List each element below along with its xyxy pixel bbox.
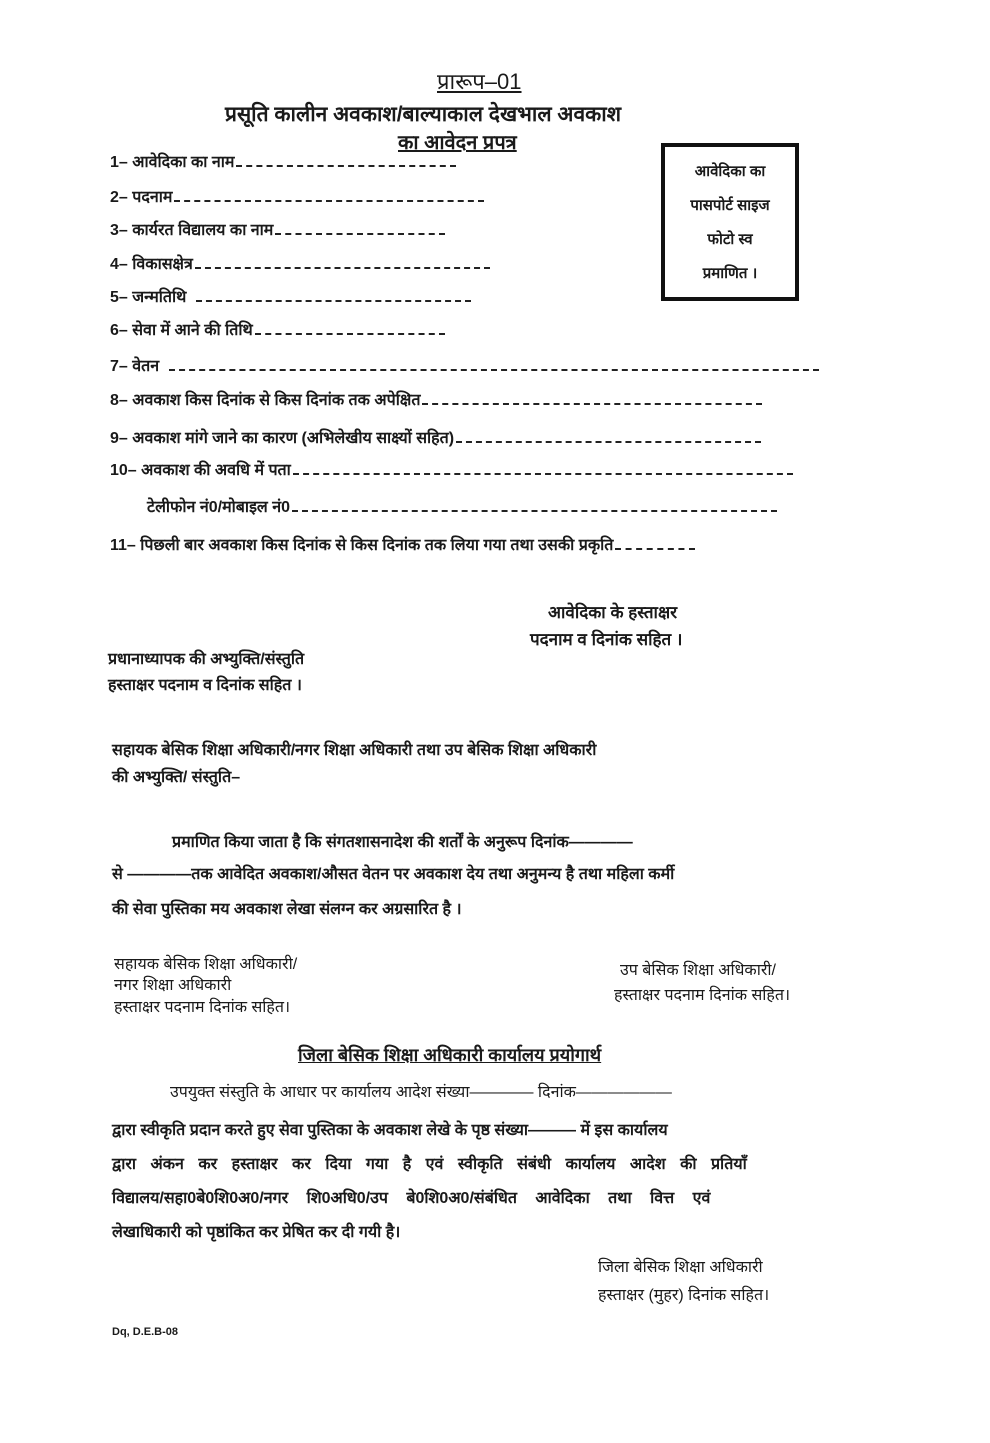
field-phone <box>147 495 777 517</box>
field-leave-period <box>110 388 762 410</box>
field-birth-date <box>110 285 471 307</box>
left-officer-line: हस्ताक्षर पदनाम दिनांक सहित। <box>114 999 291 1016</box>
certification-line: से ————तक आवेदित अवकाश/औसत वेतन पर अवकाश देय तथा अनुमन्य है तथा महिला कर्मी <box>112 866 675 883</box>
applicant-signature-label: आवेदिका के हस्ताक्षर <box>548 603 678 622</box>
form-title: प्रसूति कालीन अवकाश/बाल्याकाल देखभाल अवकाश <box>225 103 621 126</box>
field-label: 8– अवकाश किस दिनांक से किस दिनांक तक अपेक्षित <box>110 392 421 409</box>
field-label: 9– अवकाश मांगे जाने का कारण (अभिलेखीय साक्ष्यों सहित) <box>110 430 455 447</box>
fill-line[interactable] <box>275 233 445 235</box>
assistant-remark-label: सहायक बेसिक शिक्षा अधिकारी/नगर शिक्षा अधिकारी तथा उप बेसिक शिक्षा अधिकारी <box>112 742 597 759</box>
field-leave-reason <box>110 426 761 448</box>
fill-line[interactable] <box>196 300 471 302</box>
field-service-join-date <box>110 318 445 340</box>
certification-line: की सेवा पुस्तिका मय अवकाश लेखा संलग्न कर अग्रसारित है । <box>112 901 462 918</box>
fill-line[interactable] <box>615 548 695 550</box>
office-line: विद्यालय/सहा0बे0शि0अ0/नगर शि0अधि0/उप बे0शि0अ0/संबंधित आवेदिका तथा वित्त एवं <box>112 1190 711 1207</box>
field-label: 6– सेवा में आने की तिथि <box>110 322 253 339</box>
fill-line[interactable] <box>174 200 484 202</box>
office-line: द्वारा स्वीकृति प्रदान करते हुए सेवा पुस्तिका के अवकाश लेखे के पृष्ठ संख्या——— में इस कार्यालय <box>112 1122 668 1139</box>
field-development-block <box>110 252 490 274</box>
photo-box-line: प्रमाणित । <box>702 265 758 282</box>
field-label: 2– पदनाम <box>110 189 173 206</box>
field-previous-leave <box>110 533 695 555</box>
field-designation <box>110 185 484 207</box>
field-label: 4– विकासक्षेत्र <box>110 256 193 273</box>
applicant-signature-note: पदनाम व दिनांक सहित । <box>530 630 683 649</box>
fill-line[interactable] <box>255 333 445 335</box>
field-label: 10– अवकाश की अवधि में पता <box>110 462 291 479</box>
right-officer-line: उप बेसिक शिक्षा अधिकारी/ <box>620 962 776 979</box>
photo-box-line: फोटो स्व <box>707 231 753 248</box>
district-officer-title: जिला बेसिक शिक्षा अधिकारी <box>598 1259 763 1276</box>
fill-line[interactable] <box>195 267 490 269</box>
photo-box-line: आवेदिका का <box>694 163 766 180</box>
assistant-remark-note: की अभ्युक्ति/ संस्तुति– <box>112 769 241 786</box>
office-line: द्वारा अंकन कर हस्ताक्षर कर दिया गया है एवं स्वीकृति संबंधी कार्यालय आदेश की प्रतियॉं <box>112 1156 747 1173</box>
field-salary <box>110 354 819 376</box>
field-label: टेलीफोन नं0/मोबाइल नं0 <box>147 499 291 516</box>
field-label: 5– जन्मतिथि <box>110 289 187 306</box>
office-line: उपयुक्त संस्तुति के आधार पर कार्यालय आदेश संख्या———— दिनांक—————— <box>170 1084 672 1101</box>
office-line: लेखाधिकारी को पृष्ठांकित कर प्रेषित कर दी गयी है। <box>112 1224 401 1241</box>
fill-line[interactable] <box>293 473 793 475</box>
left-officer-line: नगर शिक्षा अधिकारी <box>114 977 232 994</box>
office-use-heading: जिला बेसिक शिक्षा अधिकारी कार्यालय प्रयोगार्थ <box>298 1045 602 1065</box>
field-label: 3– कार्यरत विद्यालय का नाम <box>110 222 274 239</box>
fill-line[interactable] <box>422 403 762 405</box>
fill-line[interactable] <box>292 510 777 512</box>
field-label: 1– आवेदिका का नाम <box>110 154 235 171</box>
fill-line[interactable] <box>236 165 456 167</box>
photo-box-line: पासपोर्ट साइज <box>690 197 770 214</box>
certification-line: प्रमाणित किया जाता है कि संगतशासनादेश की शर्तों के अनुरूप दिनांक———— <box>172 834 633 851</box>
office-paragraph <box>112 1114 854 1250</box>
form-number: प्रारूप–01 <box>437 69 522 94</box>
field-leave-address <box>110 458 793 480</box>
field-label: 7– वेतन <box>110 358 160 375</box>
field-applicant-name <box>110 150 456 172</box>
footer-code: Dq, D.E.B-08 <box>112 1326 179 1338</box>
passport-photo-box <box>661 143 799 301</box>
fill-line[interactable] <box>169 369 819 371</box>
left-officer-line: सहायक बेसिक शिक्षा अधिकारी/ <box>114 956 298 973</box>
headmaster-remark-label: प्रधानाध्यापक की अभ्युक्ति/संस्तुति <box>108 651 305 668</box>
district-officer-signature-note: हस्ताक्षर (मुहर) दिनांक सहित। <box>598 1287 770 1304</box>
fill-line[interactable] <box>456 441 761 443</box>
form-subtitle: का आवेदन प्रपत्र <box>398 132 517 154</box>
field-label: 11– पिछली बार अवकाश किस दिनांक से किस दिनांक तक लिया गया तथा उसकी प्रकृति <box>110 537 614 554</box>
right-officer-line: हस्ताक्षर पदनाम दिनांक सहित। <box>614 987 791 1004</box>
headmaster-signature-note: हस्ताक्षर पदनाम व दिनांक सहित । <box>108 677 302 694</box>
field-school-name <box>110 218 445 240</box>
